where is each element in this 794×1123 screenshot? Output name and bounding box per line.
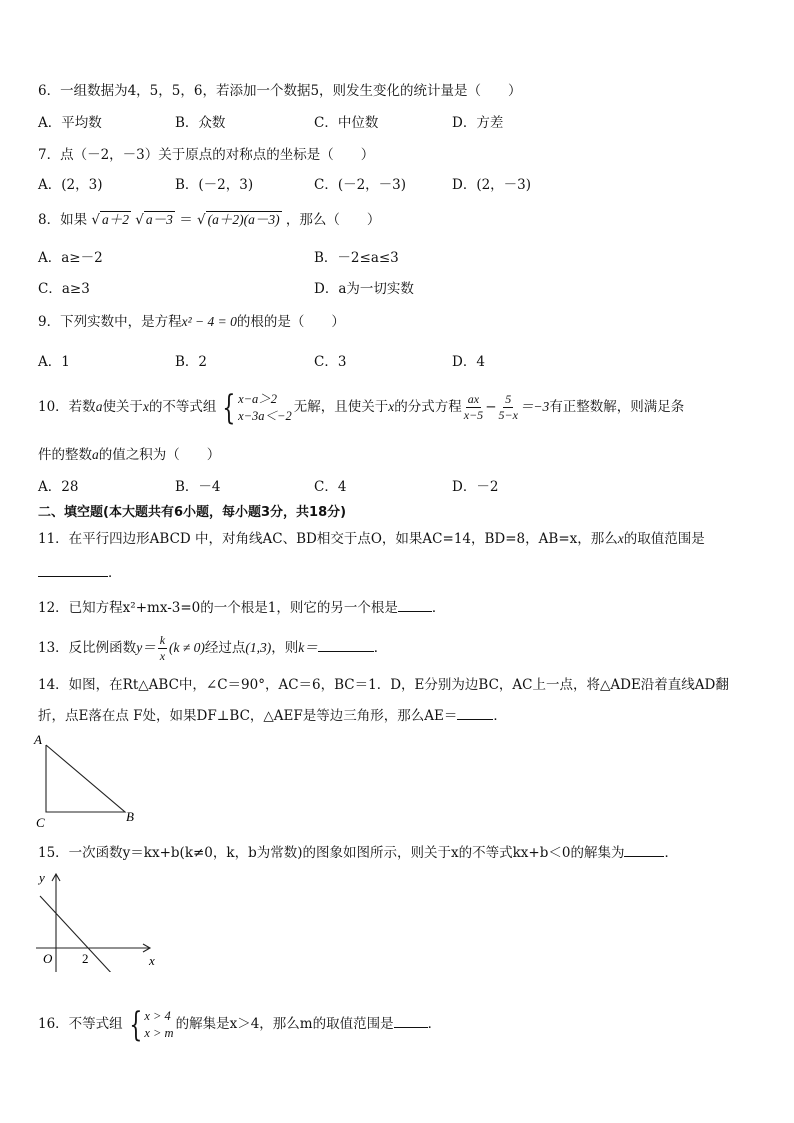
q7-option-d: D．(2，－3) [452, 177, 532, 193]
q11-answer-blank [38, 562, 108, 577]
q8-root-3: √ (a＋2)(a－3) [197, 212, 280, 228]
q11-stem [38, 529, 705, 549]
q11-text: 11．在平行四边形ABCD 中，对角线AC、BD相交于点O，如果AC=14，BD=8，AB=x，那么 [38, 531, 618, 547]
q11-end: ． [108, 565, 122, 581]
q14-label-c: C [36, 815, 45, 830]
q9-pre: 9．下列实数中，是方程 [38, 314, 182, 330]
q15-graph-figure [32, 868, 172, 972]
q6-option-a: A．平均数 [38, 115, 102, 131]
q9-option-d: D．4 [452, 354, 485, 370]
q10-text-3: 的不等式组 [148, 399, 217, 415]
q8-post: ，那么（ ） [285, 212, 381, 228]
q10-text-4: 无解，且使关于 [293, 399, 389, 415]
q11-var-x: x [617, 531, 624, 546]
q8-root-1: √ a＋2 [91, 212, 129, 228]
q15-label-origin: O [43, 951, 53, 966]
q10-option-c: C．4 [314, 479, 347, 495]
q14-line2-text: 折，点E落在点 F处，如果DF⊥BC，△AEF是等边三角形，那么AE＝ [38, 708, 458, 724]
q7-option-c: C．(－2，－3) [314, 177, 407, 193]
q6-stem: 6．一组数据为4，5，5，6，若添加一个数据5，则发生变化的统计量是（ ） [38, 83, 522, 99]
q9-option-c: C．3 [314, 354, 347, 370]
q15-label-y: y [39, 870, 45, 885]
q8-pre: 8．如果 [38, 212, 88, 228]
q14-label-a: A [34, 732, 42, 747]
q12-text: 12．已知方程x²+mx-3=0的一个根是1，则它的另一个根是 [38, 600, 398, 616]
q14-stem-line2 [38, 705, 507, 726]
q6-option-d: D．方差 [452, 115, 504, 131]
q16-post: 的解集是x＞4，那么m的取值范围是 [175, 1016, 394, 1032]
q10-option-a: A．28 [38, 479, 79, 495]
q15-label-two: 2 [82, 951, 89, 966]
q14-end: ． [493, 708, 507, 724]
q14-triangle-figure [32, 730, 172, 834]
q15-answer-blank [624, 842, 664, 857]
q10-minus: − [485, 399, 497, 415]
q14-stem-line1: 14．如图，在Rt△ABC中，∠C＝90°，AC＝6，BC＝1．D，E分别为边BC，AC上一点，将△ADE沿着直线AD翻 [38, 677, 729, 693]
q10-line2-b: 的值之积为（ ） [98, 447, 221, 463]
q10-rhs: ＝−3 [519, 399, 550, 414]
q10-inequality-system: { x−a＞2 x−3a＜−2 [222, 387, 292, 428]
q16-end: ． [427, 1016, 442, 1032]
q9-option-b: B．2 [175, 354, 208, 370]
q15-text: 15．一次函数y＝kx+b(k≠0，k，b为常数)的图象如图所示，则关于x的不等式kx+b＜0的解集为 [38, 845, 625, 861]
q6-option-b: B．众数 [175, 115, 226, 131]
q14-triangle [46, 745, 125, 812]
q10-stem-line1 [38, 387, 684, 427]
q10-var-x-2: x [388, 399, 395, 414]
q10-option-b: B．－4 [175, 479, 221, 495]
q13-y: y＝ [136, 640, 156, 655]
q13-mid2: ，则 [271, 640, 299, 656]
q7-stem: 7．点（－2，－3）关于原点的对称点的坐标是（ ） [38, 147, 375, 163]
q16-pre: 16．不等式组 [38, 1016, 123, 1032]
q8-option-d: D．a为一切实数 [314, 281, 414, 297]
q10-stem-line2 [38, 445, 220, 465]
q10-text-6: 有正整数解，则满足条 [549, 399, 685, 415]
q12-end: ． [431, 600, 446, 616]
q15-stem [38, 842, 678, 863]
q10-line2-a: 件的整数 [38, 447, 92, 463]
q11-tail: 的取值范围是 [623, 531, 705, 547]
q8-equals: ＝ [179, 212, 193, 228]
q15-end: ． [664, 845, 678, 861]
q10-text-2: 使关于 [102, 399, 143, 415]
q11-answer-line [38, 562, 122, 583]
q16-stem [38, 1004, 441, 1044]
q16-answer-blank [394, 1013, 428, 1028]
q8-option-b: B．－2≤a≤3 [314, 250, 399, 266]
q9-option-a: A．1 [38, 354, 70, 370]
q7-option-b: B．(－2，3) [175, 177, 254, 193]
q13-mid: 经过点 [204, 640, 246, 656]
q12-stem [38, 597, 445, 618]
q13-fraction: $\frac{k}{x}$ [159, 633, 166, 663]
q10-text-1: 10．若数 [38, 399, 96, 415]
q9-stem [38, 312, 345, 332]
q13-condition: (k ≠ 0) [169, 640, 205, 655]
q13-end: ． [373, 640, 388, 656]
q8-option-c: C．a≥3 [38, 281, 90, 297]
q10-var-x: x [142, 399, 149, 414]
q13-k: k＝ [298, 640, 318, 655]
q15-label-x: x [149, 953, 155, 968]
q8-stem [38, 210, 380, 230]
q9-equation: x² − 4 = 0 [181, 314, 237, 329]
q9-post: 的根的是（ ） [236, 314, 345, 330]
q13-stem [38, 630, 387, 666]
q16-inequality-system: { x > 4 x > m [129, 1004, 174, 1045]
q10-fraction-2: $\frac{5}{5-x}$ [498, 392, 518, 422]
q10-var-a: a [95, 399, 103, 414]
q14-label-b: B [126, 809, 134, 824]
q7-option-a: A．(2，3) [38, 177, 103, 193]
q14-answer-blank [457, 705, 493, 720]
q10-var-a-2: a [92, 447, 99, 462]
q13-answer-blank [318, 637, 374, 652]
q10-option-d: D．－2 [452, 479, 499, 495]
q8-option-a: A．a≥－2 [38, 250, 103, 266]
q10-fraction-1: $\frac{ax}{x-5}$ [463, 392, 484, 422]
q13-point: (1,3) [245, 640, 272, 655]
section-fill-in-title: 二、填空题(本大题共有6小题，每小题3分，共18分) [38, 505, 347, 520]
q13-pre: 13．反比例函数 [38, 640, 137, 656]
q12-answer-blank [398, 597, 432, 612]
q8-root-2: √ a－3 [135, 212, 173, 228]
q10-text-5: 的分式方程 [394, 399, 462, 415]
q6-option-c: C．中位数 [314, 115, 379, 131]
